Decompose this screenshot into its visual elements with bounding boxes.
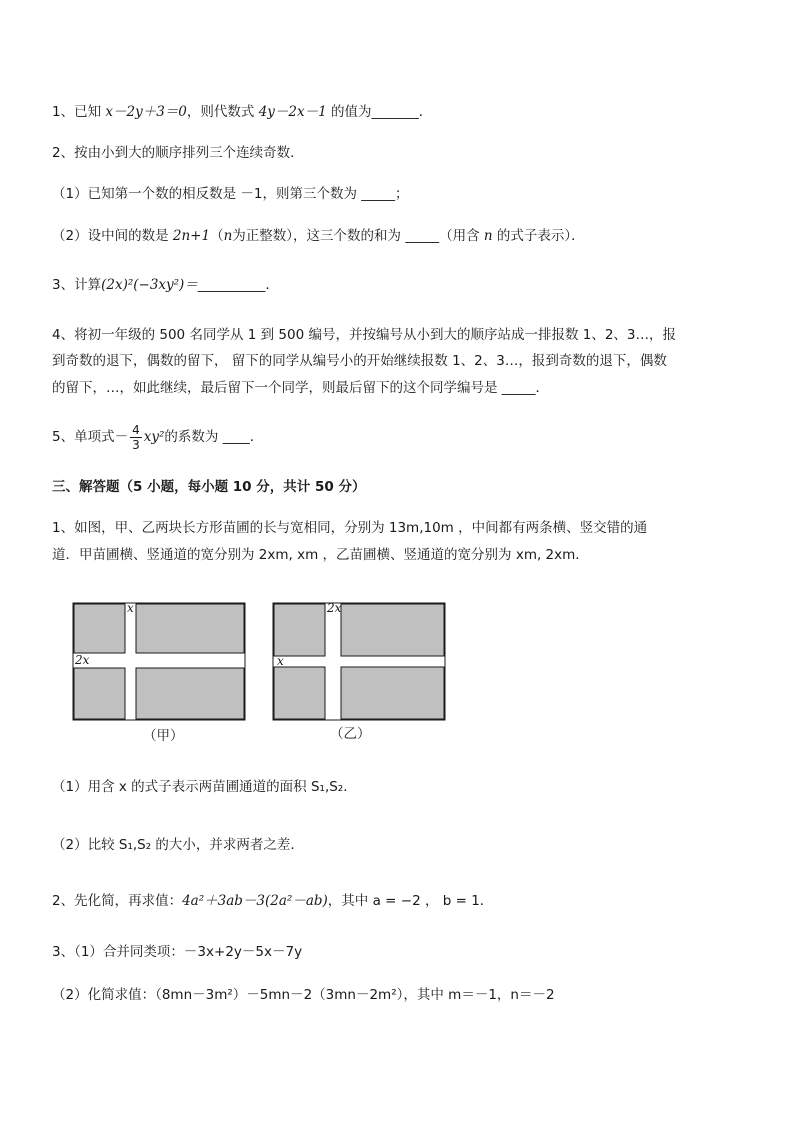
- fill-in-item-5: 5、单项式－ $\frac{4}{3}$ xy²的系数为 ____．: [52, 422, 264, 452]
- yi-plot-bottom-right: [341, 667, 444, 719]
- jia-plot-top-right: [136, 604, 244, 653]
- jia-plot-top-left: [74, 604, 125, 653]
- yi-road-height-label: x: [277, 654, 284, 668]
- fill-in-item-1: 1、已知 x－2y＋3＝0，则代数式 4y－2x－1 的值为_______．: [52, 104, 433, 120]
- yi-plot-top-left: [274, 604, 325, 656]
- question-2: 2、先化简，再求值：4a²＋3ab－3(2a²－ab)，其中 a = −2 ， b = 1．: [52, 893, 494, 909]
- figure-jia: [73, 603, 245, 720]
- fill-in-item-4-line-2: 到奇数的退下，偶数的留下， 留下的同学从编号小的开始继续报数 1、2、3…，报到奇数的退下，偶数: [52, 353, 667, 369]
- section-heading: 三、解答题（5 小题，每小题 10 分，共计 50 分）: [52, 479, 366, 495]
- question-3-part-2: （2）化简求值：（8mn－3m²）－5mn－2（3mn－2m²），其中 m＝－1，n＝－2: [52, 987, 555, 1003]
- fill-in-item-4-line-1: 4、将初一年级的 500 名同学从 1 到 500 编号，并按编号从小到大的顺序站成一排报数 1、2、3…，报: [52, 327, 677, 343]
- jia-plot-bottom-right: [136, 668, 244, 719]
- fill-in-item-2-part-2: （2）设中间的数是 2n+1（n为正整数），这三个数的和为 _____（用含 n 的式子表示）．: [52, 228, 585, 244]
- question-1-part-1: （1）用含 x 的式子表示两苗圃通道的面积 S₁,S₂．: [52, 779, 357, 795]
- yi-plot-top-right: [341, 604, 444, 656]
- fill-in-item-2-part-1: （1）已知第一个数的相反数是 －1，则第三个数为 _____；: [52, 186, 409, 202]
- fill-in-item-4-line-3: 的留下，…，如此继续，最后留下一个同学，则最后留下的这个同学编号是 _____．: [52, 380, 550, 396]
- answer-blank: __________: [197, 277, 266, 293]
- question-3-part-1: 3、（1）合并同类项：－3x+2y－5x－7y: [52, 944, 303, 960]
- figure-yi: [273, 603, 445, 720]
- question-1-part-2: （2）比较 S₁,S₂ 的大小，并求两者之差．: [52, 837, 304, 853]
- yi-road-width-label: 2x: [327, 601, 342, 615]
- fill-in-item-2: 2、按由小到大的顺序排列三个连续奇数．: [52, 145, 304, 161]
- yi-plot-bottom-left: [274, 667, 325, 719]
- jia-road-height-label: 2x: [75, 653, 90, 667]
- fraction: $\frac{4}{3}$: [132, 422, 140, 452]
- answer-blank: _____: [405, 228, 440, 244]
- jia-road-width-label: x: [127, 601, 134, 615]
- figure-jia-caption: （甲）: [143, 728, 184, 744]
- question-1-line-1: 1、如图，甲、乙两块长方形苗圃的长与宽相同，分别为 13m,10m ，中间都有两条横、竖交错的通: [52, 520, 648, 536]
- answer-blank: _______: [371, 104, 419, 120]
- question-1-line-2: 道．甲苗圃横、竖通道的宽分别为 2xm, xm ，乙苗圃横、竖通道的宽分别为 xm, 2xm．: [52, 547, 589, 563]
- figure-yi-caption: （乙）: [330, 726, 371, 742]
- jia-plot-bottom-left: [74, 668, 125, 719]
- fill-in-item-3: 3、计算(2x)²(−3xy²)＝__________．: [52, 277, 279, 293]
- answer-blank: ____: [222, 429, 250, 445]
- answer-blank: _____: [361, 186, 396, 202]
